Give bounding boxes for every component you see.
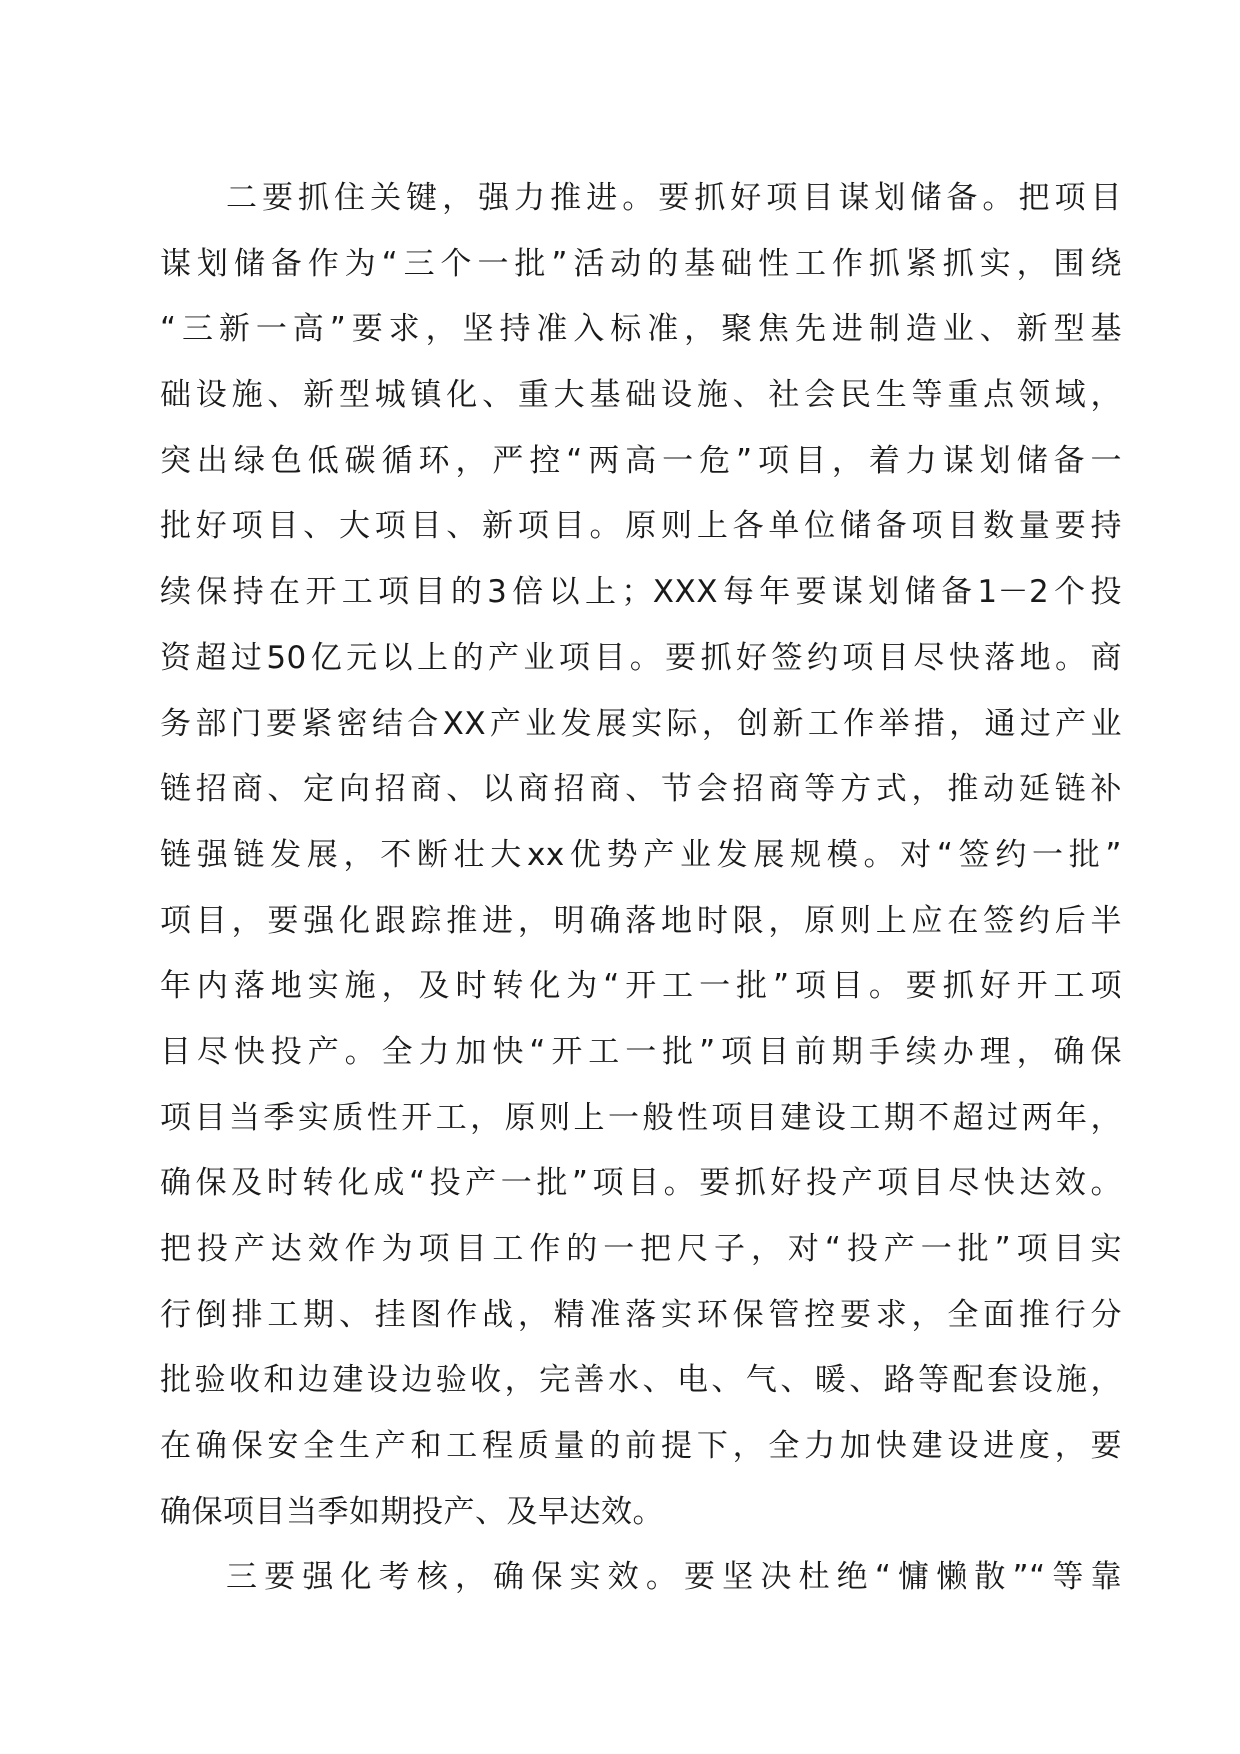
text-line: 谋划储备作为“三个一批”活动的基础性工作抓紧抓实，围绕 <box>160 245 1122 282</box>
text-line: “三新一高”要求，坚持准入标准，聚焦先进制造业、新型基 <box>160 311 1122 348</box>
paragraph-assessment <box>160 1545 1122 1611</box>
text-line: 项目当季实质性开工，原则上一般性项目建设工期不超过两年， <box>160 1099 1122 1136</box>
text-line: 年内落地实施，及时转化为“开工一批”项目。要抓好开工项 <box>160 968 1122 1005</box>
text-line: 确保项目当季如期投产、及早达效。 <box>160 1493 664 1530</box>
text-line: 批好项目、大项目、新项目。原则上各单位储备项目数量要持 <box>160 508 1122 545</box>
text-line: 目尽快投产。全力加快“开工一批”项目前期手续办理，确保 <box>160 1033 1122 1070</box>
text-line: 二要抓住关键，强力推进。要抓好项目谋划储备。把项目 <box>226 180 1122 216</box>
text-line: 链招商、定向招商、以商招商、节会招商等方式，推动延链补 <box>160 771 1122 808</box>
text-line: 行倒排工期、挂图作战，精准落实环保管控要求，全面推行分 <box>160 1296 1122 1333</box>
text-line: 务部门要紧密结合XX产业发展实际，创新工作举措，通过产业 <box>160 705 1122 742</box>
text-line: 批验收和边建设边验收，完善水、电、气、暖、路等配套设施， <box>160 1362 1122 1399</box>
text-line: 续保持在开工项目的3倍以上；XXX每年要谋划储备1－2个投 <box>160 574 1122 611</box>
text-line: 在确保安全生产和工程质量的前提下，全力加快建设进度，要 <box>160 1428 1122 1465</box>
text-line: 把投产达效作为项目工作的一把尺子，对“投产一批”项目实 <box>160 1231 1122 1267</box>
body-text <box>160 166 1122 1611</box>
text-line: 突出绿色低碳循环，严控“两高一危”项目，着力谋划储备一 <box>160 442 1122 479</box>
text-line: 资超过50亿元以上的产业项目。要抓好签约项目尽快落地。商 <box>160 639 1122 676</box>
text-line: 项目，要强化跟踪推进，明确落地时限，原则上应在签约后半 <box>160 902 1122 939</box>
text-line: 确保及时转化成“投产一批”项目。要抓好投产项目尽快达效。 <box>160 1165 1122 1202</box>
text-line: 链强链发展，不断壮大xx优势产业发展规模。对“签约一批” <box>160 836 1122 873</box>
text-line: 础设施、新型城镇化、重大基础设施、社会民生等重点领域， <box>160 377 1122 414</box>
paragraph-key-push <box>160 166 1122 1545</box>
text-line: 三要强化考核，确保实效。要坚决杜绝“慵懒散”“等靠 <box>226 1559 1122 1596</box>
